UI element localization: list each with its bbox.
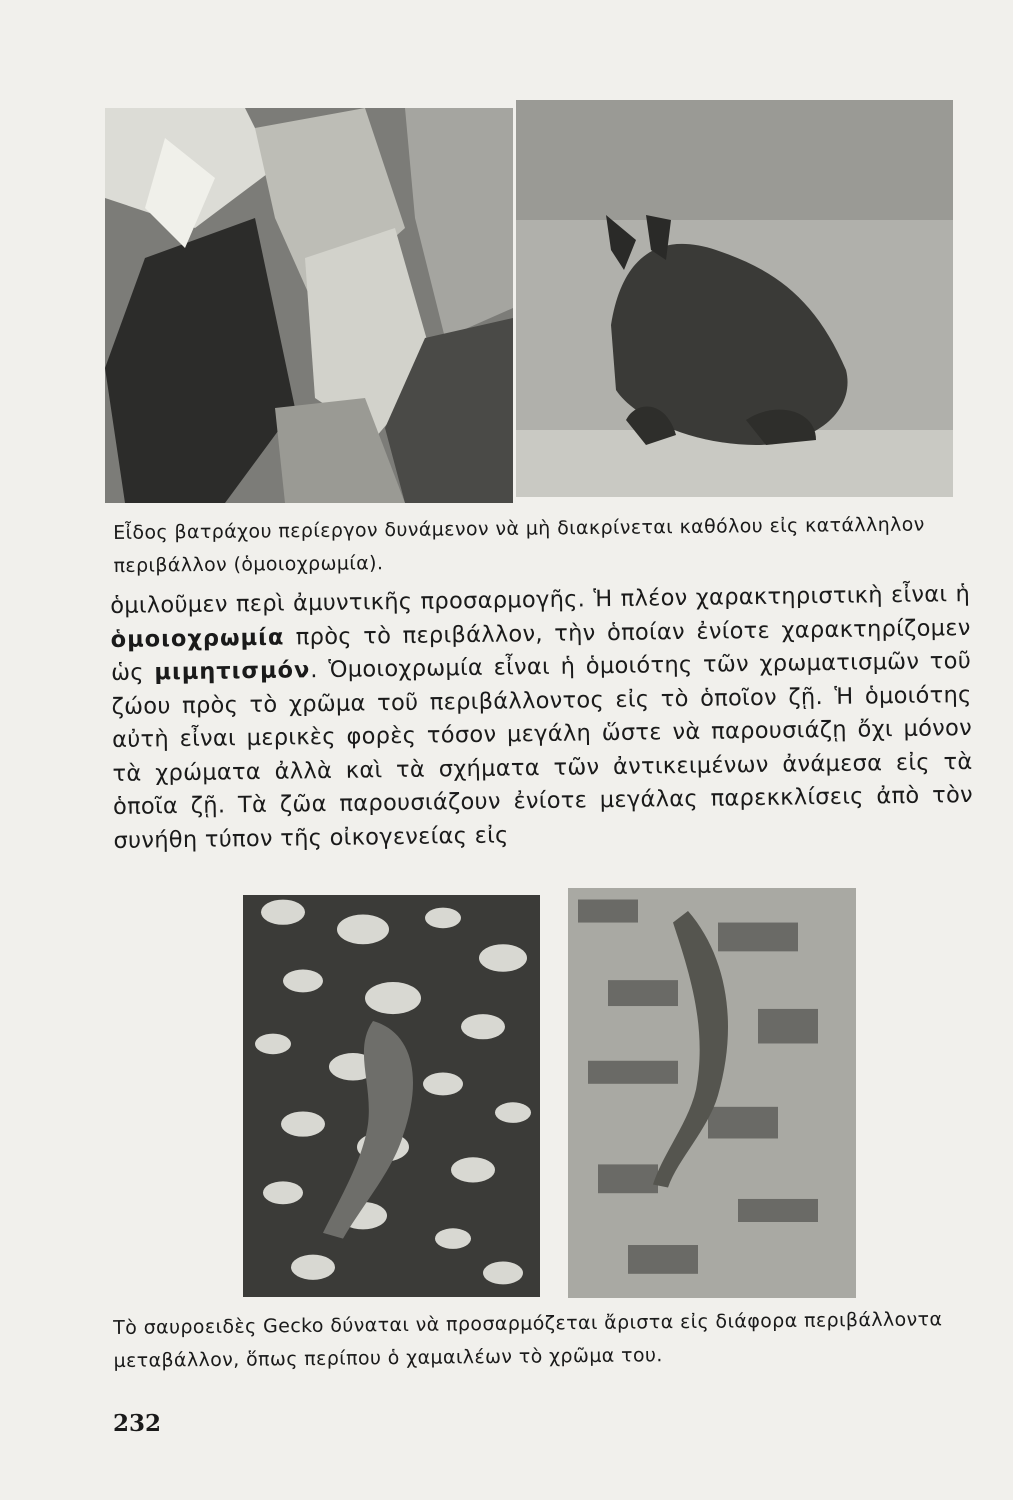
gecko-photo-right: [568, 888, 856, 1298]
page-number: 232: [113, 1410, 162, 1437]
body-paragraph: [110, 578, 974, 858]
gecko-photo-left: [243, 895, 540, 1297]
term-mimicry: μιμητισμόν: [154, 657, 311, 686]
frog-photo-right: [516, 100, 953, 497]
frog-figure-caption: Εἶδος βατράχου περίεργον δυνάμενον νὰ μὴ διακρίνεται καθόλου εἰς κατάλληλον περιβάλλον (ὁμοιοχρωμία).: [113, 513, 925, 577]
body-text-part1: ὁμιλοῦμεν περὶ ἀμυντικῆς προσαρμογῆς. Ἡ πλέον χαρακτηριστικὴ εἶναι ἡ: [110, 580, 971, 619]
body-text-part3: . Ὁμοιοχρωμία εἶναι ἡ ὁμοιότης τῶν χρωματισμῶν τοῦ ζώου πρὸς τὸ χρῶμα τοῦ περιβάλλοντος εἰς τὸ ὁποῖον ζῇ. Ἡ ὁμοιότης αὐτὴ εἶναι μερικὲς φορὲς τόσον μεγάλη ὥστε νὰ παρουσιάζῃ ὄχι μόνον τὰ χρώματα ἀλλὰ καὶ τὰ σχήματα τῶν ἀντικειμένων ἀνάμεσα εἰς τὰ ὁποῖα ζῇ. Τὰ ζῶα παρουσιάζουν ἐνίοτε μεγάλας παρεκκλίσεις ἀπὸ τὸν συνήθη τύπον τῆς οἰκογενείας εἰς: [111, 647, 974, 854]
body-text-part2: πρὸς τὸ περιβάλλον, τὴν ὁποίαν ἐνίοτε χαρακτηρίζομεν ὡς: [110, 614, 971, 686]
gecko-figure-caption: Τὸ σαυροειδὲς Gecko δύναται νὰ προσαρμόζεται ἄριστα εἰς διάφορα περιβάλλοντα μεταβάλλον, ὅπως περίπου ὁ χαμαιλέων τὸ χρῶμα του.: [113, 1308, 943, 1372]
term-homochromy: ὁμοιοχρωμία: [110, 624, 285, 653]
frog-camouflage-photo-left: [105, 108, 513, 503]
